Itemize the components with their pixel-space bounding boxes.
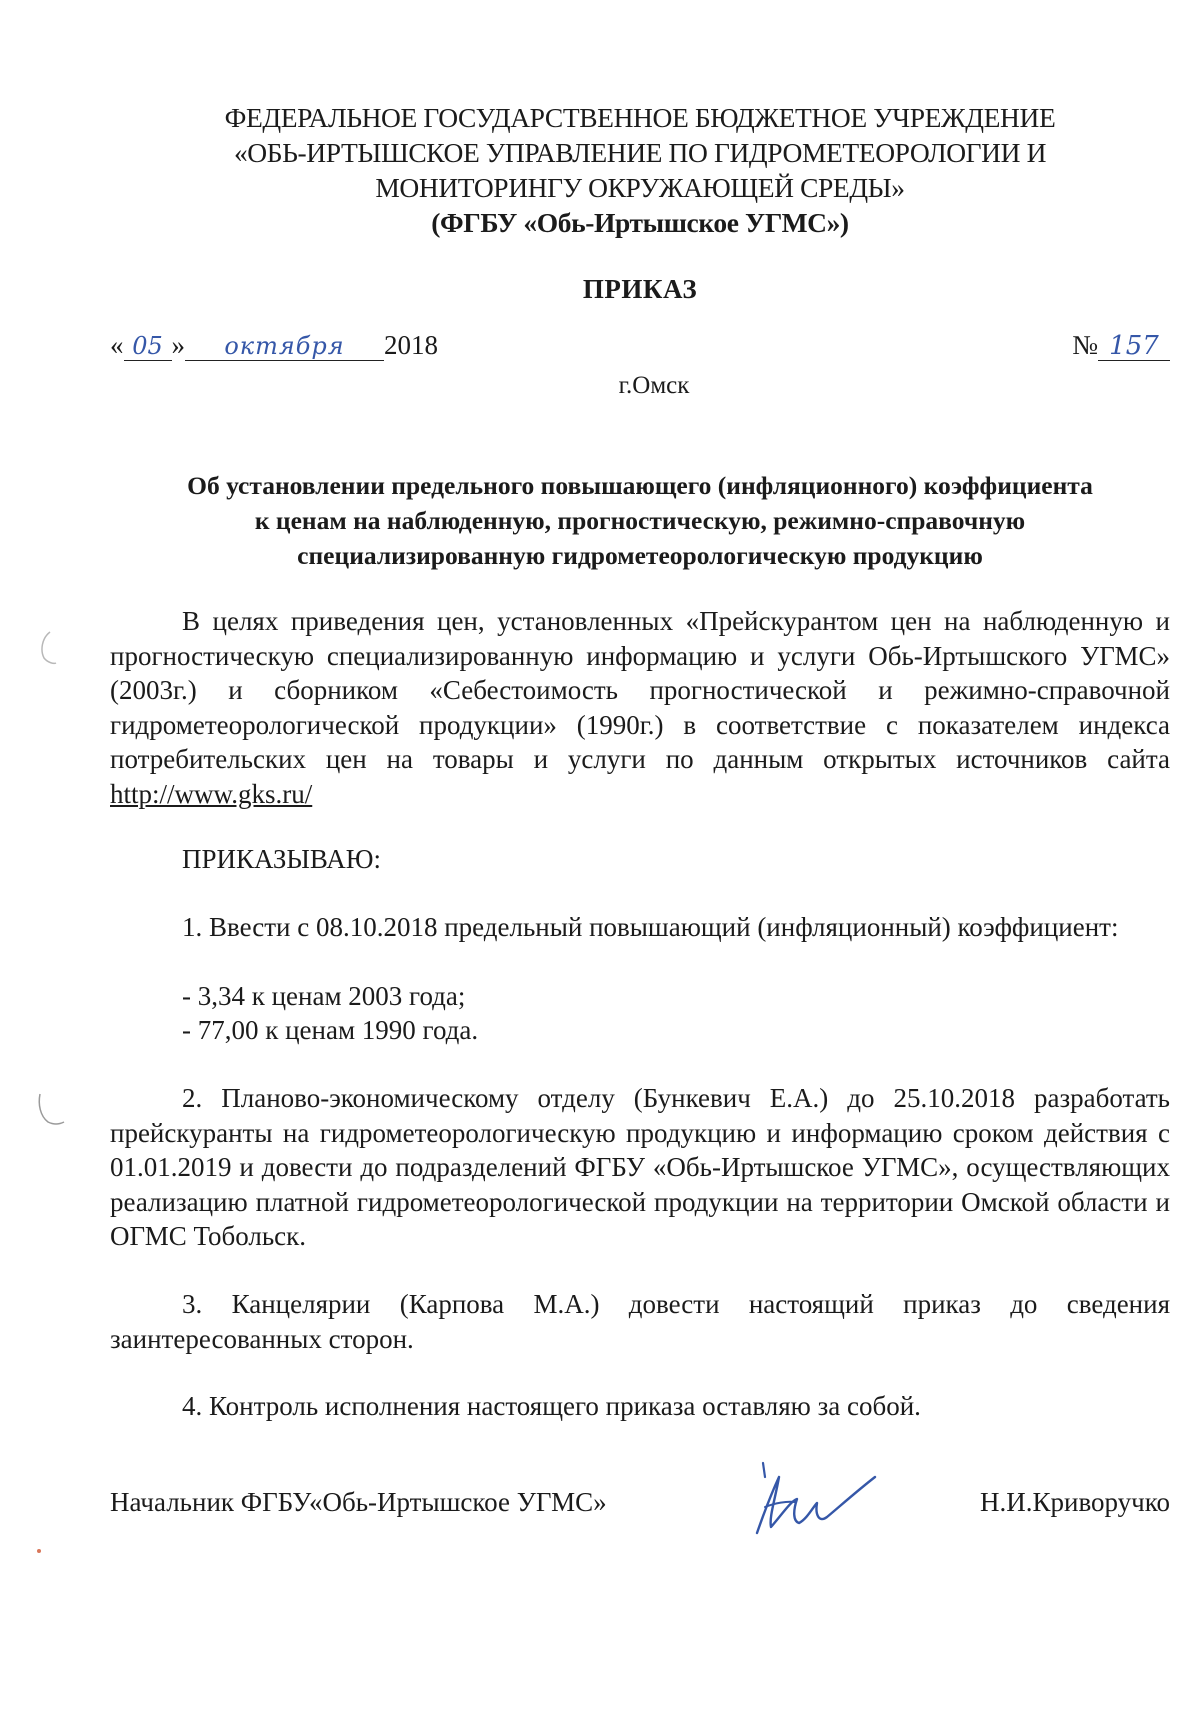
margin-scan-mark [28, 1090, 68, 1130]
signatory-position: Начальник ФГБУ«Обь-Иртышское УГМС» [110, 1487, 607, 1517]
date-day-handwritten: 05 [124, 332, 172, 361]
date-open-quote: « [110, 330, 124, 360]
preamble-text: В целях приведения цен, установленных «Прейскурантом цен на наблюденную и прогностическую специализированную информацию и услуги Обь-Иртышского УГМС» (2003г.) и сборником «Себестоимость прогностической и режимно-справочной гидрометеорологической продукции» (1990г.) в соответствие с показателем индекса потребительских цен на товары и услуги по данным открытых источников сайта [110, 606, 1170, 774]
header-line-1: ФЕДЕРАЛЬНОЕ ГОСУДАРСТВЕННОЕ БЮДЖЕТНОЕ УЧРЕЖДЕНИЕ [224, 102, 1056, 133]
number-handwritten: 157 [1098, 332, 1170, 361]
header-line-3: МОНИТОРИНГУ ОКРУЖАЮЩЕЙ СРЕДЫ» [375, 172, 905, 203]
signatory-name: Н.И.Криворучко [980, 1487, 1170, 1517]
gks-link[interactable]: http://www.gks.ru/ [110, 778, 313, 809]
organization-header [110, 100, 1170, 240]
document-date [110, 330, 438, 361]
title-line-2: к ценам на наблюденную, прогностическую, режимно-справочную [254, 506, 1026, 535]
header-short-name: (ФГБУ «Обь-Иртышское УГМС») [431, 207, 849, 238]
item-4: 4. Контроль исполнения настоящего приказа оставляю за собой. [182, 1391, 921, 1421]
date-year: 2018 [384, 330, 438, 360]
preamble-paragraph [110, 604, 1170, 811]
item-1-bullet-2: - 77,00 к ценам 1990 года. [182, 1015, 479, 1045]
title-line-3: специализированную гидрометеорологическую продукцию [297, 541, 983, 570]
document-title [110, 468, 1170, 573]
number-prefix: № [1072, 330, 1098, 360]
handwritten-signature [735, 1455, 885, 1545]
header-line-2: «ОБЬ-ИРТЫШСКОЕ УПРАВЛЕНИЕ ПО ГИДРОМЕТЕОРОЛОГИИ И [233, 137, 1047, 168]
item-1: 1. Ввести с 08.10.2018 предельный повышающий (инфляционный) коэффициент: [182, 912, 1119, 942]
date-month-handwritten: октября [185, 332, 384, 361]
signature-row [110, 1487, 1170, 1547]
city: г.Омск [618, 372, 690, 399]
item-1-bullet-1: - 3,34 к ценам 2003 года; [182, 981, 466, 1011]
order-word: ПРИКАЗЫВАЮ: [182, 844, 381, 874]
date-number-row [110, 330, 1170, 374]
document-number [1072, 330, 1170, 361]
title-line-1: Об установлении предельного повышающего (инфляционного) коэффициента [187, 471, 1093, 500]
item-2: 2. Планово-экономическому отделу (Бункевич Е.А.) до 25.10.2018 разработать прейскуранты на гидрометеорологическую продукцию и информацию сроком действия с 01.01.2019 и довести до подразделений ФГБУ «Обь-Иртышское УГМС», осуществляющих реализацию платной гидрометеорологической продукции на территории Омской области и ОГМС Тобольск. [110, 1083, 1170, 1251]
margin-scan-mark [28, 628, 58, 668]
item-3: 3. Канцелярии (Карпова М.А.) довести настоящий приказ до сведения заинтересованных сторон. [110, 1289, 1170, 1354]
document-type: ПРИКАЗ [582, 274, 698, 304]
date-close-quote: » [171, 330, 185, 360]
margin-scan-mark [34, 1546, 44, 1556]
